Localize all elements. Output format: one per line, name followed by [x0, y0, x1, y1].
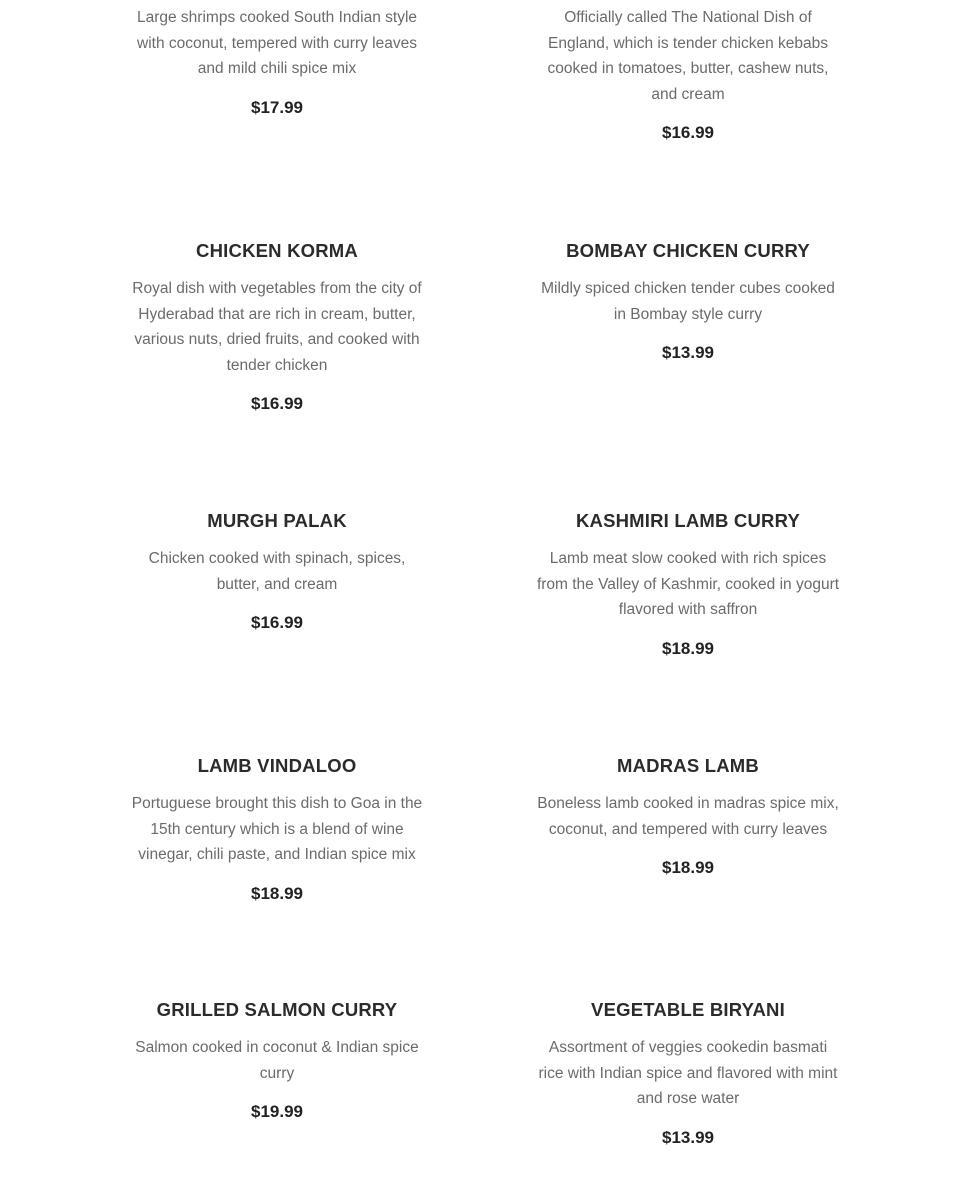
- menu-item-vegetable-biryani: [528, 999, 848, 1149]
- menu-item-shrimp: [117, 5, 437, 119]
- menu-item-name: MADRAS LAMB: [617, 755, 759, 776]
- menu-item-chicken-korma: [117, 240, 437, 415]
- menu-item-price: $13.99: [662, 343, 714, 363]
- menu-item-price: $17.99: [251, 97, 303, 117]
- menu-item-madras-lamb: [528, 755, 848, 879]
- menu-item-price: $16.99: [662, 123, 714, 143]
- menu-item-description: Assortment of veggies cookedin basmati rice with Indian spice and flavored with mint and rose water: [538, 1039, 838, 1108]
- menu-item-description: Boneless lamb cooked in madras spice mix, coconut, and tempered with curry leaves: [537, 795, 839, 838]
- menu-item-murgh-palak: [117, 510, 437, 634]
- menu-item-name: GRILLED SALMON CURRY: [156, 999, 398, 1020]
- menu-item-kashmiri-lamb-curry: [528, 510, 848, 660]
- menu-item-name: LAMB VINDALOO: [197, 755, 357, 776]
- menu-item-description: Mildly spiced chicken tender cubes cooked in Bombay style curry: [541, 280, 835, 323]
- menu-item-description: Portuguese brought this dish to Goa in the 15th century which is a blend of wine vinegar, chili paste, and Indian spice mix: [131, 795, 423, 864]
- menu-item-bombay-chicken-curry: [528, 240, 848, 364]
- menu-item-price: $18.99: [662, 858, 714, 878]
- menu-item-name: BOMBAY CHICKEN CURRY: [566, 240, 810, 261]
- menu-item-description: Royal dish with vegetables from the city of Hyderabad that are rich in cream, butter, various nuts, dried fruits, and cooked with tender chicken: [132, 280, 422, 374]
- menu-item-description: Large shrimps cooked South Indian style with coconut, tempered with curry leaves and mild chili spice mix: [136, 9, 418, 78]
- menu-item-name: MURGH PALAK: [207, 510, 347, 531]
- menu-item-price: $16.99: [251, 613, 303, 633]
- menu-item-price: $18.99: [662, 638, 714, 658]
- menu-item-price: $16.99: [251, 394, 303, 414]
- menu-item-chicken-tikka: [528, 5, 848, 144]
- menu-item-price: $13.99: [662, 1127, 714, 1147]
- menu-item-name: KASHMIRI LAMB CURRY: [575, 510, 801, 531]
- menu-item-price: $18.99: [251, 883, 303, 903]
- menu-item-name: VEGETABLE BIRYANI: [591, 999, 785, 1020]
- menu-item-lamb-vindaloo: [117, 755, 437, 905]
- menu-item-price: $19.99: [251, 1102, 303, 1122]
- menu-item-name: CHICKEN KORMA: [196, 240, 358, 261]
- menu-item-description: Officially called The National Dish of England, which is tender chicken kebabs cooked in tomatoes, butter, cashew nuts, and cream: [547, 9, 829, 103]
- menu-item-description: Chicken cooked with spinach, spices, butter, and cream: [148, 550, 406, 593]
- menu-item-grilled-salmon-curry: [117, 999, 437, 1123]
- menu-item-description: Salmon cooked in coconut & Indian spice curry: [135, 1039, 419, 1082]
- menu-item-description: Lamb meat slow cooked with rich spices from the Valley of Kashmir, cooked in yogurt flavored with saffron: [536, 550, 840, 619]
